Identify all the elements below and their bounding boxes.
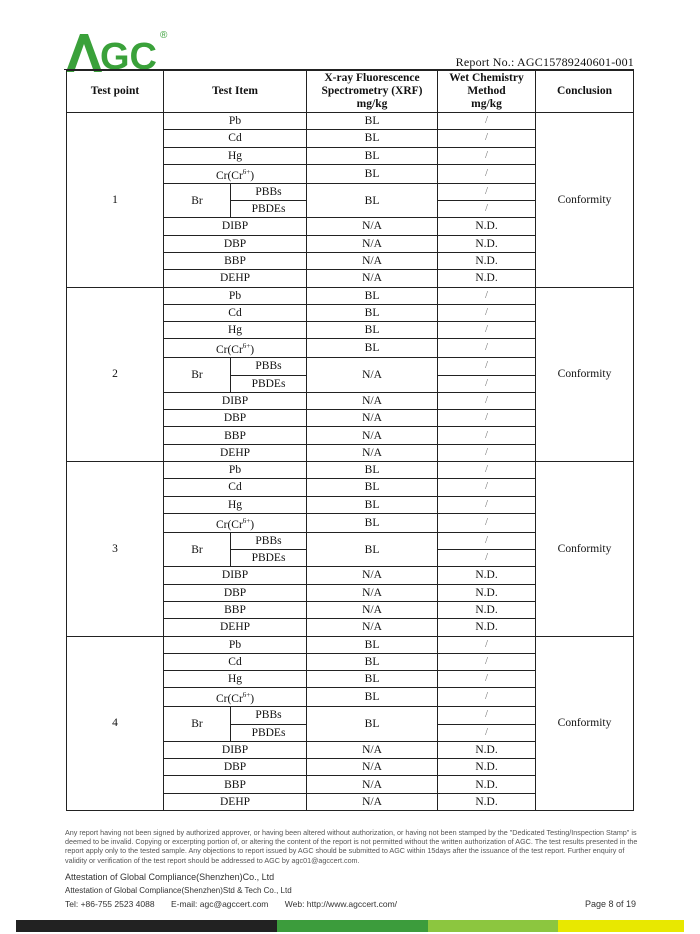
item-cr: $Cr(Cr^{6+})$ (164, 339, 307, 358)
bar-segment-yellow (558, 920, 684, 932)
item-hg: Hg (164, 322, 307, 339)
item-dehp: DEHP (164, 793, 307, 810)
email: E-mail: agc@agccert.com (170, 899, 269, 909)
test-point-cell: 4 (67, 636, 164, 811)
conclusion-cell: Conformity (536, 287, 634, 462)
wet-chemistry-value: N.D. (438, 759, 536, 776)
wet-chemistry-value: N.D. (438, 619, 536, 636)
xrf-value: N/A (307, 741, 438, 758)
header-test-item: Test Item (164, 71, 307, 113)
wet-chemistry-value: / (438, 147, 536, 164)
item-pbbs: PBBs (231, 707, 307, 724)
item-pb: Pb (164, 636, 307, 653)
xrf-value: BL (307, 147, 438, 164)
item-br: Br (164, 358, 231, 393)
item-cd: Cd (164, 304, 307, 321)
xrf-value: N/A (307, 410, 438, 427)
xrf-value: BL (307, 183, 438, 218)
item-cr: $Cr(Cr^{6+})$ (164, 513, 307, 532)
wet-chemistry-value: / (438, 358, 536, 375)
xrf-value: BL (307, 513, 438, 532)
item-dbp: DBP (164, 584, 307, 601)
item-pbdes: PBDEs (231, 375, 307, 392)
wet-chemistry-value: / (438, 183, 536, 200)
item-cd: Cd (164, 653, 307, 670)
svg-text:GC: GC (100, 36, 157, 74)
xrf-value: N/A (307, 235, 438, 252)
xrf-value: BL (307, 130, 438, 147)
xrf-value: N/A (307, 358, 438, 393)
company-name: Attestation of Global Compliance(Shenzhen)Co., Ltd (65, 872, 275, 882)
item-dibp: DIBP (164, 741, 307, 758)
wet-chemistry-value: / (438, 496, 536, 513)
xrf-value: N/A (307, 270, 438, 287)
xrf-value: N/A (307, 793, 438, 810)
item-dbp: DBP (164, 410, 307, 427)
wet-chemistry-value: / (438, 130, 536, 147)
item-hg: Hg (164, 671, 307, 688)
item-cd: Cd (164, 479, 307, 496)
wet-chemistry-value: / (438, 513, 536, 532)
wet-chemistry-value: / (438, 462, 536, 479)
page-number: Page 8 of 19 (584, 899, 636, 909)
bar-segment-light-green (428, 920, 559, 932)
wet-chemistry-value: / (438, 724, 536, 741)
wet-chemistry-value: N.D. (438, 776, 536, 793)
company-name-secondary: Attestation of Global Compliance(Shenzhen)Std & Tech Co., Ltd (65, 886, 292, 895)
header-test-point: Test point (67, 71, 164, 113)
contact-info (65, 899, 411, 909)
wet-chemistry-value: / (438, 444, 536, 461)
xrf-value: BL (307, 113, 438, 130)
xrf-value: BL (307, 671, 438, 688)
wet-chemistry-value: N.D. (438, 793, 536, 810)
wet-chemistry-value: N.D. (438, 235, 536, 252)
item-pbbs: PBBs (231, 183, 307, 200)
test-point-cell: 2 (67, 287, 164, 462)
xrf-value: N/A (307, 218, 438, 235)
wet-chemistry-value: / (438, 707, 536, 724)
item-bbp: BBP (164, 252, 307, 269)
item-pbdes: PBDEs (231, 550, 307, 567)
xrf-value: BL (307, 339, 438, 358)
table-row (67, 113, 634, 130)
item-dbp: DBP (164, 759, 307, 776)
item-cr: $Cr(Cr^{6+})$ (164, 688, 307, 707)
header-xrf: X-ray Fluorescence Spectrometry (XRF) mg/kg (307, 71, 438, 113)
item-br: Br (164, 707, 231, 742)
item-dibp: DIBP (164, 567, 307, 584)
item-hg: Hg (164, 496, 307, 513)
wet-chemistry-value: / (438, 427, 536, 444)
wet-chemistry-value: N.D. (438, 601, 536, 618)
agc-logo (64, 28, 174, 74)
conclusion-cell: Conformity (536, 462, 634, 637)
xrf-value: N/A (307, 776, 438, 793)
item-bbp: BBP (164, 427, 307, 444)
test-point-cell: 3 (67, 462, 164, 637)
wet-chemistry-value: / (438, 339, 536, 358)
test-point-cell: 1 (67, 113, 164, 288)
xrf-value: N/A (307, 601, 438, 618)
header-conclusion: Conclusion (536, 71, 634, 113)
telephone: Tel: +86-755 2523 4088 (65, 899, 155, 909)
item-pb: Pb (164, 113, 307, 130)
wet-chemistry-value: / (438, 479, 536, 496)
item-cd: Cd (164, 130, 307, 147)
xrf-value: BL (307, 653, 438, 670)
item-pb: Pb (164, 462, 307, 479)
wet-chemistry-value: N.D. (438, 584, 536, 601)
conclusion-cell: Conformity (536, 636, 634, 811)
wet-chemistry-value: / (438, 304, 536, 321)
wet-chemistry-value: N.D. (438, 270, 536, 287)
item-pbdes: PBDEs (231, 724, 307, 741)
results-table (66, 70, 634, 811)
xrf-value: BL (307, 688, 438, 707)
wet-chemistry-value: / (438, 287, 536, 304)
xrf-value: N/A (307, 392, 438, 409)
wet-chemistry-value: / (438, 201, 536, 218)
xrf-value: BL (307, 479, 438, 496)
wet-chemistry-value: N.D. (438, 252, 536, 269)
item-hg: Hg (164, 147, 307, 164)
item-bbp: BBP (164, 776, 307, 793)
xrf-value: BL (307, 287, 438, 304)
xrf-value: N/A (307, 427, 438, 444)
item-br: Br (164, 532, 231, 567)
xrf-value: N/A (307, 567, 438, 584)
xrf-value: N/A (307, 584, 438, 601)
wet-chemistry-value: / (438, 410, 536, 427)
xrf-value: BL (307, 636, 438, 653)
xrf-value: N/A (307, 619, 438, 636)
wet-chemistry-value: / (438, 671, 536, 688)
xrf-value: BL (307, 496, 438, 513)
wet-chemistry-value: / (438, 113, 536, 130)
item-pbdes: PBDEs (231, 201, 307, 218)
svg-text:®: ® (160, 30, 168, 41)
item-cr: $Cr(Cr^{6+})$ (164, 164, 307, 183)
item-pb: Pb (164, 287, 307, 304)
item-pbbs: PBBs (231, 532, 307, 549)
xrf-value: BL (307, 322, 438, 339)
item-br: Br (164, 183, 231, 218)
bar-segment-green (277, 920, 428, 932)
conclusion-cell: Conformity (536, 113, 634, 288)
disclaimer-text: Any report having not been signed by authorized approver, or having been altered without authorization, or having not been stamped by the "Dedicated Testing/Inspection Stamp" is deemed to be invalid. Copying or excerpting portion of, or altering the content of the report is not permitted without the written authorization of AGC. The test results presented in the report apply only to the tested sample. Any objections to report issued by AGC should be submitted to AGC within 15days after the issuance of the test report. Further enquiry of validity or verification of the test report should be addressed to AGC by agc01@agccert.com. (65, 828, 638, 865)
xrf-value: BL (307, 532, 438, 567)
wet-chemistry-value: N.D. (438, 218, 536, 235)
xrf-value: BL (307, 462, 438, 479)
table-row (67, 636, 634, 653)
wet-chemistry-value: N.D. (438, 741, 536, 758)
xrf-value: BL (307, 164, 438, 183)
header-wet-chemistry: Wet Chemistry Method mg/kg (438, 71, 536, 113)
item-dehp: DEHP (164, 619, 307, 636)
table-header-row (67, 71, 634, 113)
wet-chemistry-value: / (438, 392, 536, 409)
item-dibp: DIBP (164, 392, 307, 409)
wet-chemistry-value: / (438, 532, 536, 549)
wet-chemistry-value: / (438, 375, 536, 392)
xrf-value: N/A (307, 759, 438, 776)
wet-chemistry-value: / (438, 322, 536, 339)
xrf-value: BL (307, 304, 438, 321)
item-pbbs: PBBs (231, 358, 307, 375)
item-dbp: DBP (164, 235, 307, 252)
item-bbp: BBP (164, 601, 307, 618)
table-row (67, 462, 634, 479)
item-dehp: DEHP (164, 444, 307, 461)
website: Web: http://www.agccert.com/ (284, 899, 398, 909)
wet-chemistry-value: / (438, 550, 536, 567)
wet-chemistry-value: / (438, 688, 536, 707)
wet-chemistry-value: / (438, 636, 536, 653)
wet-chemistry-value: / (438, 653, 536, 670)
report-number: Report No.: AGC15789240601-001 (455, 55, 634, 69)
wet-chemistry-value: / (438, 164, 536, 183)
item-dehp: DEHP (164, 270, 307, 287)
table-row (67, 287, 634, 304)
xrf-value: N/A (307, 444, 438, 461)
xrf-value: N/A (307, 252, 438, 269)
wet-chemistry-value: N.D. (438, 567, 536, 584)
xrf-value: BL (307, 707, 438, 742)
bar-segment-black (16, 920, 277, 932)
item-dibp: DIBP (164, 218, 307, 235)
footer-color-bar (16, 920, 684, 932)
